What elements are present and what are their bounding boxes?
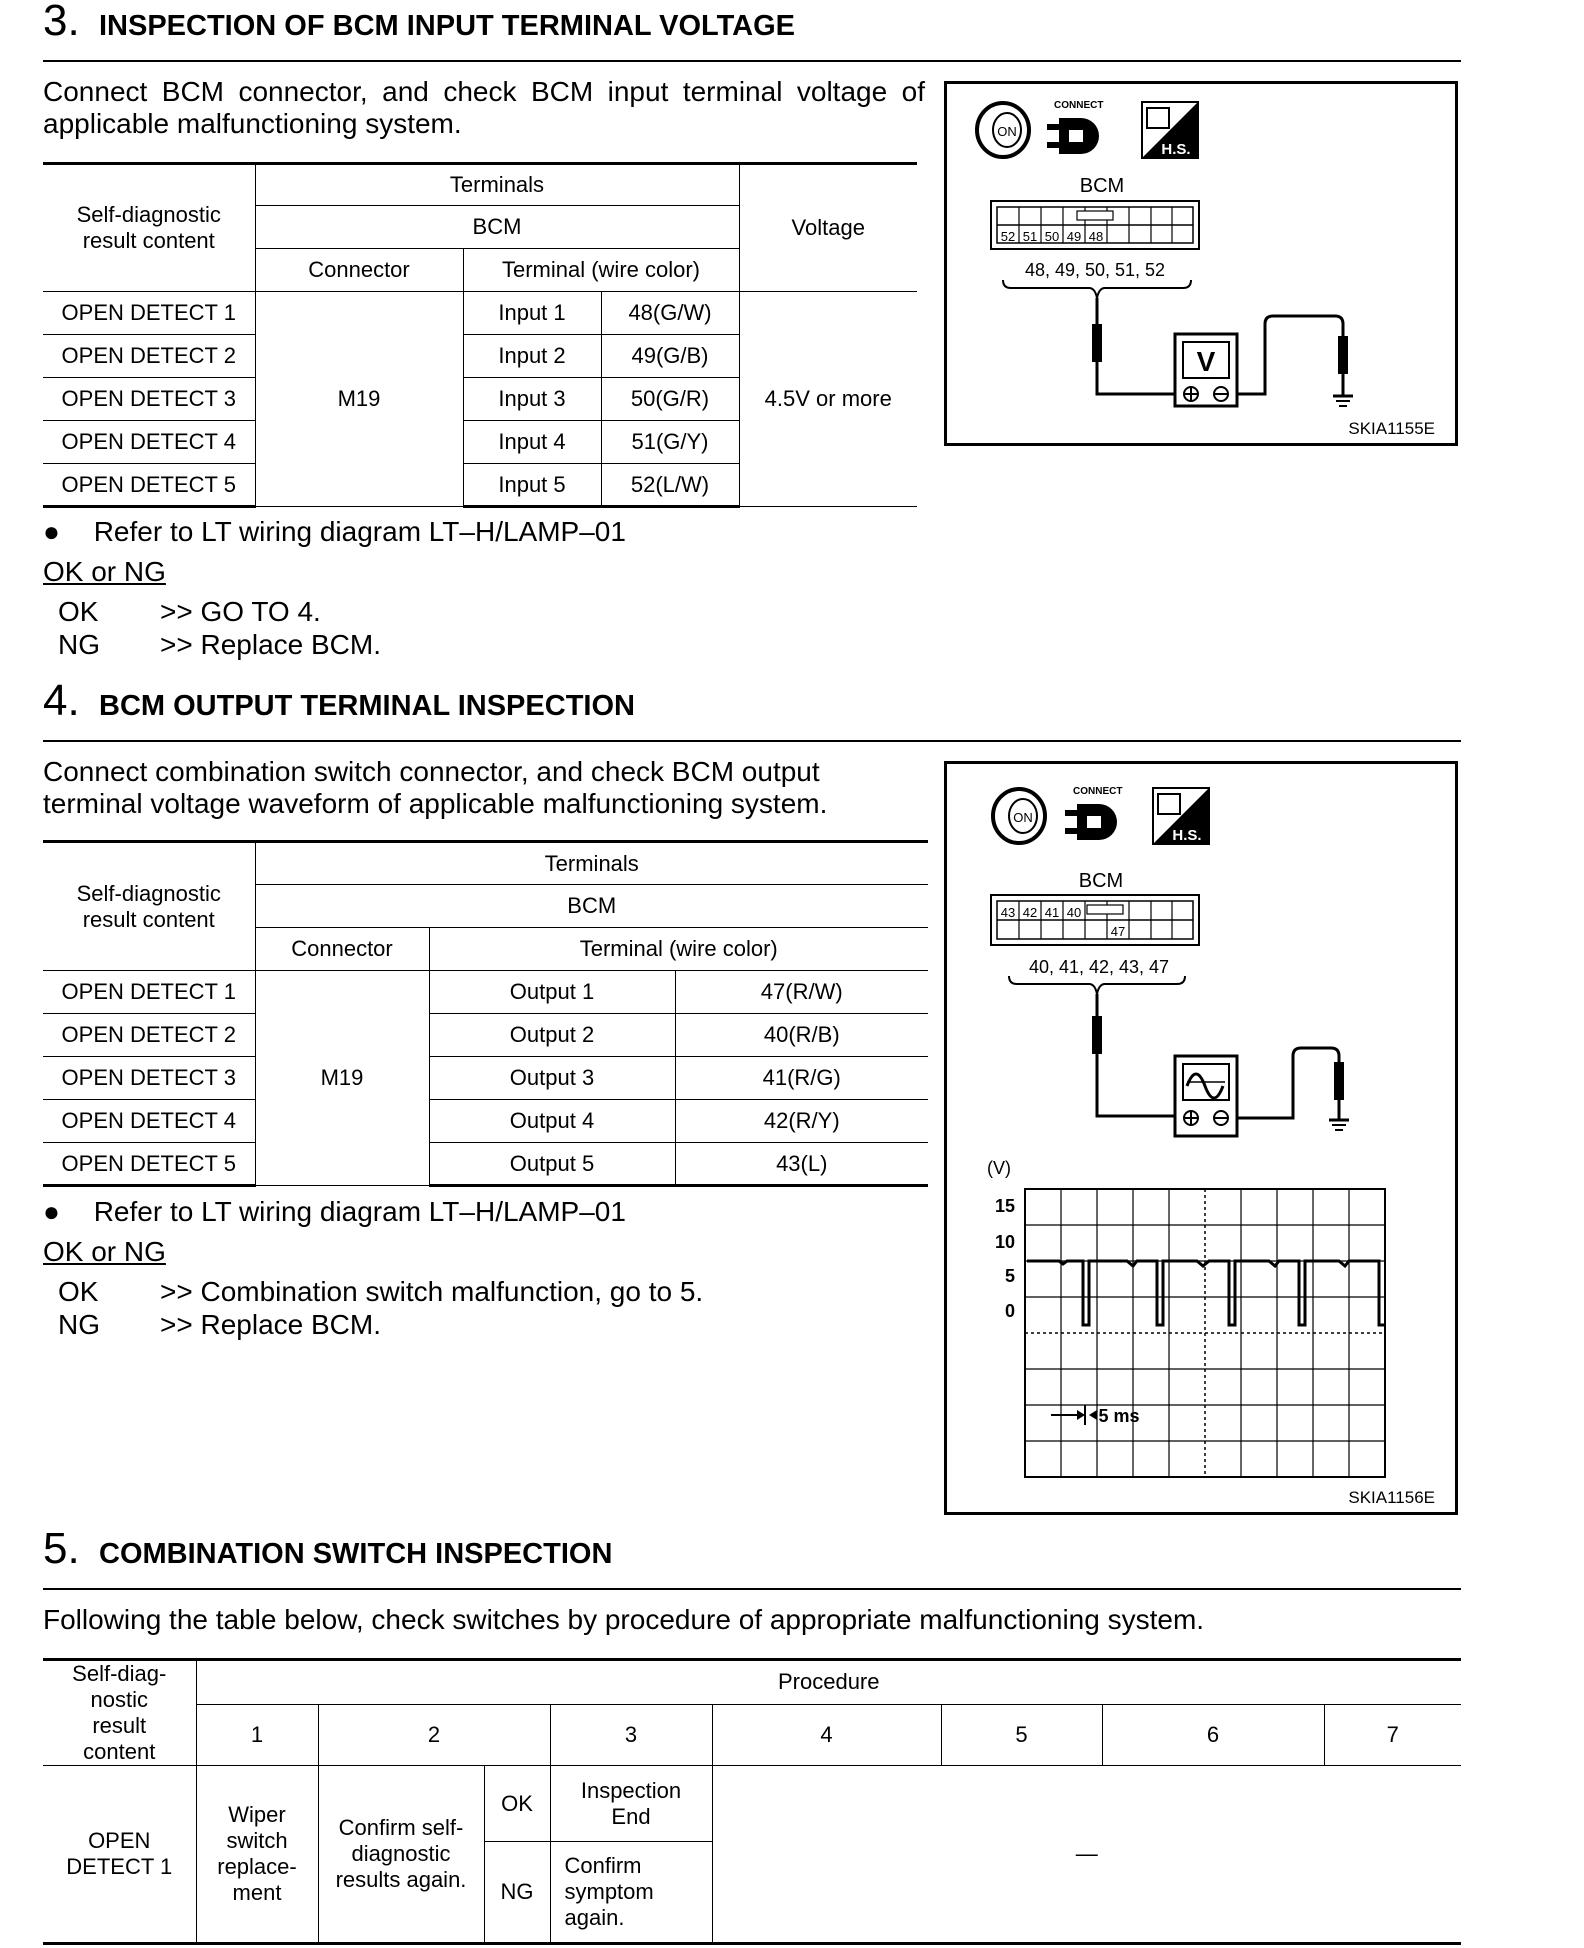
step5-heading	[43, 1524, 1461, 1590]
row-wire: 43(L)	[675, 1143, 928, 1186]
bullet-text: Refer to LT wiring diagram LT–H/LAMP–01	[93, 1196, 626, 1227]
row-input: Input 4	[463, 421, 601, 464]
row-result: OPEN DETECT 3	[43, 378, 255, 421]
row-input: Input 3	[463, 378, 601, 421]
row-wire: 42(R/Y)	[675, 1100, 928, 1143]
row-result: OPEN DETECT 3	[43, 1057, 255, 1100]
time-scale-label: 5 ms	[1098, 1406, 1140, 1426]
header-result: Self-diagnostic result content	[43, 842, 255, 971]
row-result: OPEN DETECT 1	[43, 1766, 196, 1944]
pin-label: 48	[1088, 229, 1104, 244]
step3-figure	[944, 81, 1458, 446]
step4-ok-text: >> Combination switch malfunction, go to 5.	[160, 1276, 704, 1307]
header-procedure: Procedure	[196, 1660, 1461, 1705]
ok-branch: OK	[484, 1766, 550, 1842]
row-output: Output 1	[429, 971, 675, 1014]
on-label: ON	[997, 124, 1017, 139]
row-output: Output 3	[429, 1057, 675, 1100]
row-wire: 51(G/Y)	[601, 421, 739, 464]
header-connector: Connector	[255, 928, 429, 971]
connect-icon	[1065, 786, 1122, 840]
pin-caption: 40, 41, 42, 43, 47	[1028, 957, 1170, 977]
y-tick-label: 10	[994, 1232, 1015, 1252]
figure-id: SKIA1155E	[1348, 419, 1435, 438]
header-result: Self-diagnostic result content	[43, 164, 255, 292]
waveform-trace	[1027, 1261, 1385, 1325]
header-voltage: Voltage	[739, 164, 917, 292]
header-terminals: Terminals	[255, 842, 928, 885]
voltmeter	[1175, 334, 1237, 406]
pin-label: 41	[1044, 905, 1060, 920]
row-output: Output 4	[429, 1100, 675, 1143]
step3-instruction: Connect BCM connector, and check BCM input terminal voltage of applicable malfunctioning system.	[43, 76, 925, 139]
column-number: 5	[941, 1704, 1102, 1765]
row-wire: 47(R/W)	[675, 971, 928, 1014]
step4-ok-or-ng: OK or NG	[43, 1236, 166, 1267]
harness-side-icon	[1153, 788, 1209, 844]
y-unit-label: (V)	[987, 1158, 1011, 1178]
step4-instruction: Connect combination switch connector, and check BCM output terminal voltage waveform of applicable malfunctioning system.	[43, 756, 828, 819]
pin-caption: 48, 49, 50, 51, 52	[1024, 260, 1166, 280]
bcm-connector	[991, 201, 1199, 249]
step5-number: 5.	[43, 1524, 80, 1573]
bcm-connector	[991, 895, 1199, 945]
figure-id: SKIA1156E	[1348, 1488, 1435, 1507]
row-result: OPEN DETECT 5	[43, 1143, 255, 1186]
row-result: OPEN DETECT 1	[43, 292, 255, 335]
step3-ok-text: >> GO TO 4.	[160, 596, 321, 627]
on-label: ON	[1013, 810, 1033, 825]
row-wire: 41(R/G)	[675, 1057, 928, 1100]
header-terminal: Terminal (wire color)	[429, 928, 928, 971]
row-result: OPEN DETECT 4	[43, 1100, 255, 1143]
step5-instruction: Following the table below, check switches by procedure of appropriate malfunctioning system.	[43, 1604, 1205, 1635]
step3-bullet	[43, 516, 626, 548]
pin-label: 51	[1022, 229, 1038, 244]
step4-ng-label: NG	[58, 1309, 100, 1340]
connect-label: CONNECT	[1073, 786, 1123, 797]
step3-table	[43, 162, 917, 508]
y-tick-label: 5	[1004, 1266, 1015, 1286]
step3-ok-or-ng: OK or NG	[43, 556, 166, 587]
pin-label: 52	[1000, 229, 1016, 244]
row-result: OPEN DETECT 2	[43, 1014, 255, 1057]
bcm-output-diagram	[947, 764, 1455, 1512]
waveform-chart	[987, 1158, 1385, 1477]
step4-title: BCM OUTPUT TERMINAL INSPECTION	[99, 690, 635, 722]
step3-ng-text: >> Replace BCM.	[160, 629, 381, 660]
step3-ok-label: OK	[58, 596, 99, 627]
step4-bullet	[43, 1196, 626, 1228]
step3-number: 3.	[43, 0, 80, 45]
column-number: 1	[196, 1704, 318, 1765]
row-input: Input 1	[463, 292, 601, 335]
ok-action: Inspection End	[550, 1766, 712, 1842]
pin-label: 40	[1066, 905, 1082, 920]
harness-side-icon	[1142, 102, 1198, 158]
header-terminal: Terminal (wire color)	[463, 249, 739, 292]
row-result: OPEN DETECT 5	[43, 464, 255, 507]
column-number: 6	[1102, 1704, 1324, 1765]
procedure-1: Wiper switch replace-ment	[196, 1766, 318, 1944]
pin-label: 43	[1000, 905, 1016, 920]
step3-heading	[43, 0, 1461, 62]
step4-table	[43, 840, 928, 1187]
bullet-dot: ●	[43, 516, 60, 547]
meter-label: V	[1196, 346, 1216, 377]
header-terminals: Terminals	[255, 164, 739, 206]
bcm-input-diagram	[947, 84, 1455, 443]
step4-ok-label: OK	[58, 1276, 99, 1307]
pin-label: 47	[1110, 924, 1126, 939]
connect-label: CONNECT	[1054, 100, 1104, 111]
step3-ng-label: NG	[58, 629, 100, 660]
column-number: 7	[1324, 1704, 1461, 1765]
step5-title: COMBINATION SWITCH INSPECTION	[99, 1538, 613, 1570]
connect-icon	[1047, 100, 1103, 154]
oscilloscope	[1175, 1056, 1237, 1136]
ignition-on-icon	[993, 789, 1045, 843]
row-wire: 50(G/R)	[601, 378, 739, 421]
hs-label: H.S.	[1161, 141, 1191, 158]
pin-label: 50	[1044, 229, 1060, 244]
bullet-dot: ●	[43, 1196, 60, 1227]
step4-figure	[944, 761, 1458, 1515]
pin-label: 49	[1066, 229, 1082, 244]
column-number: 4	[712, 1704, 941, 1765]
ignition-on-icon	[977, 103, 1029, 157]
header-connector: Connector	[255, 249, 463, 292]
bullet-text: Refer to LT wiring diagram LT–H/LAMP–01	[93, 516, 626, 547]
row-wire: 48(G/W)	[601, 292, 739, 335]
voltage-cell: 4.5V or more	[739, 292, 917, 507]
y-tick-label: 15	[994, 1196, 1015, 1216]
step4-heading	[43, 676, 1461, 742]
row-result: OPEN DETECT 4	[43, 421, 255, 464]
procedure-2: Confirm self-diagnostic results again.	[318, 1766, 484, 1944]
column-number: 3	[550, 1704, 712, 1765]
ng-branch: NG	[484, 1842, 550, 1944]
column-number: 2	[318, 1704, 550, 1765]
row-wire: 52(L/W)	[601, 464, 739, 507]
step4-ng-text: >> Replace BCM.	[160, 1309, 381, 1340]
step4-number: 4.	[43, 676, 80, 725]
hs-label: H.S.	[1172, 827, 1202, 844]
bcm-label: BCM	[1078, 870, 1124, 892]
connector-cell: M19	[255, 971, 429, 1186]
row-wire: 49(G/B)	[601, 335, 739, 378]
step3-title: INSPECTION OF BCM INPUT TERMINAL VOLTAGE	[99, 10, 795, 42]
ng-action: Confirm symptom again.	[550, 1842, 712, 1944]
connector-cell: M19	[255, 292, 463, 507]
row-wire: 40(R/B)	[675, 1014, 928, 1057]
pin-label: 42	[1022, 905, 1038, 920]
row-output: Output 5	[429, 1143, 675, 1186]
header-result: Self-diag-nostic result content	[43, 1660, 196, 1766]
row-result: OPEN DETECT 1	[43, 971, 255, 1014]
row-input: Input 2	[463, 335, 601, 378]
header-bcm: BCM	[255, 206, 739, 249]
bcm-label: BCM	[1079, 175, 1125, 197]
step5-table	[43, 1658, 1461, 1945]
row-input: Input 5	[463, 464, 601, 507]
row-output: Output 2	[429, 1014, 675, 1057]
header-bcm: BCM	[255, 885, 928, 928]
remaining-procedures: —	[712, 1766, 1461, 1944]
row-result: OPEN DETECT 2	[43, 335, 255, 378]
y-tick-label: 0	[1004, 1301, 1015, 1321]
